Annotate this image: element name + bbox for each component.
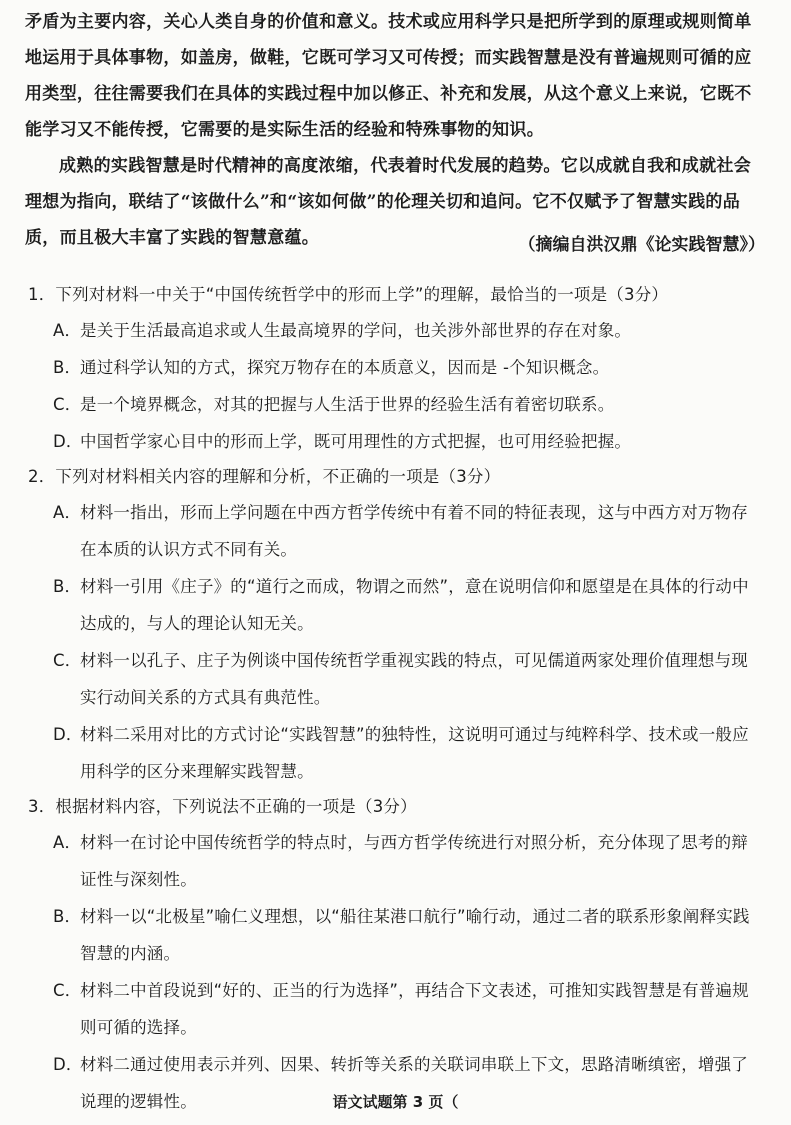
question-stem: 1．下列对材料一中关于“中国传统哲学中的形而上学”的理解，最恰当的一项是（3分） [28, 285, 669, 304]
option-a [28, 824, 764, 898]
question-stem: 3．根据材料内容，下列说法不正确的一项是（3分） [28, 797, 417, 816]
option-text: 是一个境界概念，对其的把握与人生活于世界的经验生活有着密切联系。 [80, 395, 615, 414]
option-a [28, 494, 764, 568]
option-text: 材料一以“北极星”喻仁义理想，以“船往某港口航行”喻行动，通过二者的联系形象阐释实践智慧的内涵。 [80, 907, 750, 963]
option-text: 材料二采用对比的方式讨论“实践智慧”的独特性，这说明可通过与纯粹科学、技术或一般应用科学的区分来理解实践智慧。 [80, 725, 749, 781]
option-letter: B． [53, 577, 82, 596]
option-letter: B． [53, 358, 82, 377]
option-letter: C． [53, 651, 82, 670]
passage-source: （摘编自洪汉鼎《论实践智慧》） [518, 235, 765, 255]
question-list [28, 278, 764, 1120]
option-letter: C． [53, 981, 82, 1000]
option-letter: D． [53, 432, 83, 451]
option-text: 材料一以孔子、庄子为例谈中国传统哲学重视实践的特点，可见儒道两家处理价值理想与现实行动间关系的方式具有典范性。 [80, 651, 748, 707]
option-letter: A． [53, 503, 82, 522]
option-text: 材料一引用《庄子》的“道行之而成，物谓之而然”，意在说明信仰和愿望是在具体的行动中达成的，与人的理论认知无关。 [80, 577, 749, 633]
option-letter: D． [53, 1055, 83, 1074]
option-letter: D． [53, 725, 83, 744]
option-c [28, 642, 764, 716]
option-text: 材料一指出，形而上学问题在中西方哲学传统中有着不同的特征表现，这与中西方对万物存在本质的认识方式不同有关。 [80, 503, 748, 559]
option-b [28, 898, 764, 972]
option-c [28, 386, 764, 423]
option-b [28, 349, 764, 386]
option-text: 是关于生活最高追求或人生最高境界的学问，也关涉外部世界的存在对象。 [80, 321, 632, 340]
question-3 [28, 790, 764, 1120]
passage-paragraph-1: 矛盾为主要内容，关心人类自身的价值和意义。技术或应用科学只是把所学到的原理或规则简单地运用于具体事物，如盖房，做鞋，它既可学习又可传授；而实践智慧是没有普遍规则可循的应用类型，往往需要我们在具体的实践过程中加以修正、补充和发展，从这个意义上来说，它既不能学习又不能传授，它需要的是实际生活的经验和特殊事物的知识。 [25, 12, 752, 140]
question-stem: 2．下列对材料相关内容的理解和分析，不正确的一项是（3分） [28, 467, 501, 486]
passage-paragraph-2: 成熟的实践智慧是时代精神的高度浓缩，代表着时代发展的趋势。它以成就自我和成就社会理想为指向，联结了“该做什么”和“该如何做”的伦理关切和追问。它不仅赋予了智慧实践的品质，而且极大丰富了实践的智慧意蕴。 [25, 156, 751, 248]
option-b [28, 568, 764, 642]
option-letter: A． [53, 833, 82, 852]
option-text: 通过科学认知的方式，探究万物存在的本质意义，因而是 -个知识概念。 [80, 358, 610, 377]
page-footer: 语文试题第 3 页（ [332, 1093, 459, 1111]
option-c [28, 972, 764, 1046]
option-letter: A． [53, 321, 82, 340]
option-letter: C． [53, 395, 82, 414]
option-text: 材料二中首段说到“好的、正当的行为选择”，再结合下文表述，可推知实践智慧是有普遍规则可循的选择。 [80, 981, 749, 1037]
option-text: 中国哲学家心目中的形而上学，既可用理性的方式把握，也可用经验把握。 [80, 432, 632, 451]
option-d [28, 423, 764, 460]
option-a [28, 312, 764, 349]
option-d [28, 716, 764, 790]
option-text: 材料二通过使用表示并列、因果、转折等关系的关联词串联上下文，思路清晰缜密，增强了说理的逻辑性。 [80, 1055, 748, 1111]
option-text: 材料一在讨论中国传统哲学的特点时，与西方哲学传统进行对照分析，充分体现了思考的辩证性与深刻性。 [80, 833, 748, 889]
option-letter: B． [53, 907, 82, 926]
question-2 [28, 460, 764, 790]
question-1 [28, 278, 764, 460]
reading-passage [25, 4, 765, 256]
